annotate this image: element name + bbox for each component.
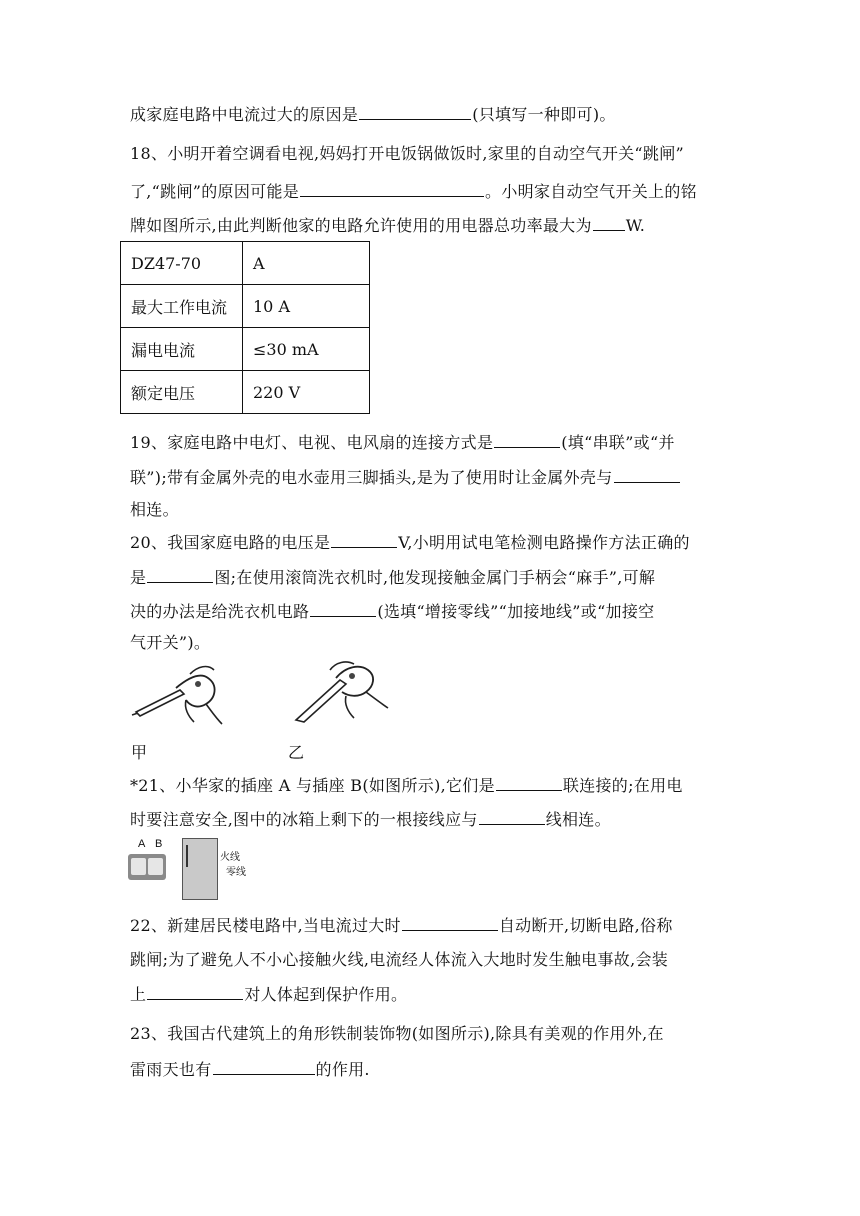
answer-blank: [614, 466, 680, 483]
table-cell: 10 A: [243, 285, 370, 328]
answer-blank: [331, 531, 397, 548]
question-19-line-1: 19、家庭电路中电灯、电视、电风扇的连接方式是 (填“串联”或“并: [130, 433, 675, 452]
figure-caption-jia: 甲: [131, 743, 148, 762]
question-19-line-3: 相连。: [130, 500, 179, 519]
question-20-line-1: 20、我国家庭电路的电压是 V,小明用试电笔检测电路操作方法正确的: [130, 533, 690, 552]
test-pen-left-figure: [128, 660, 228, 726]
live-wire-label: 火线: [220, 852, 240, 863]
table-cell: A: [243, 242, 370, 285]
answer-blank: [479, 808, 545, 825]
question-text: 成家庭电路中电流过大的原因是: [130, 105, 359, 124]
table-row: [121, 371, 370, 414]
socket-panel: [128, 854, 166, 880]
socket-b-label: B: [155, 838, 163, 850]
question-23-line-2: 雷雨天也有 的作用.: [130, 1060, 370, 1079]
answer-blank: [300, 180, 484, 197]
breaker-nameplate-table: [120, 241, 370, 414]
question-20-line-2: 是 图;在使用滚筒洗衣机时,他发现接触金属门手柄会“麻手”,可解: [130, 568, 656, 587]
question-20-line-4: 气开关”)。: [130, 633, 211, 652]
question-23-line-1: 23、我国古代建筑上的角形铁制装饰物(如图所示),除具有美观的作用外,在: [130, 1024, 664, 1043]
text-line: [130, 103, 616, 126]
table-cell: ≤30 mA: [243, 328, 370, 371]
answer-blank: [496, 774, 562, 791]
table-row: [121, 285, 370, 328]
fridge-handle: [186, 845, 188, 867]
neutral-wire-label: 零线: [226, 867, 246, 878]
table-cell: 最大工作电流: [121, 285, 243, 328]
answer-blank: [593, 214, 625, 231]
question-18-line-3: 牌如图所示,由此判断他家的电路允许使用的用电器总功率最大为 W.: [130, 216, 646, 235]
question-21-line-2: 时要注意安全,图中的冰箱上剩下的一根接线应与 线相连。: [130, 810, 611, 829]
answer-blank: [359, 103, 471, 120]
socket-fridge-figure: [128, 838, 252, 902]
socket-b: [148, 858, 163, 875]
answer-blank: [147, 983, 243, 1000]
answer-blank: [402, 914, 498, 931]
table-cell: 漏电电流: [121, 328, 243, 371]
question-20-line-3: 决的办法是给洗衣机电路 (选填“增接零线”“加接地线”或“加接空: [130, 602, 655, 621]
table-cell: 额定电压: [121, 371, 243, 414]
table-row: [121, 242, 370, 285]
question-21-line-1: *21、小华家的插座 A 与插座 B(如图所示),它们是 联连接的;在用电: [130, 776, 683, 795]
question-22-line-2: 跳闸;为了避免人不小心接触火线,电流经人体流入大地时发生触电事故,会装: [130, 950, 669, 969]
test-pen-right-figure: [290, 658, 390, 724]
table-cell: DZ47-70: [121, 242, 243, 285]
figure-caption-yi: 乙: [288, 743, 305, 762]
socket-a-label: A: [138, 838, 146, 850]
answer-blank: [213, 1058, 315, 1075]
question-22-line-1: 22、新建居民楼电路中,当电流过大时 自动断开,切断电路,俗称: [130, 916, 673, 935]
answer-blank: [147, 566, 213, 583]
socket-a: [131, 858, 146, 875]
fridge: [182, 838, 218, 900]
question-18-line-2: 了,“跳闸”的原因可能是 。小明家自动空气开关上的铭: [130, 182, 697, 201]
question-text: (只填写一种即可)。: [472, 105, 616, 124]
answer-blank: [310, 600, 376, 617]
question-22-line-3: 上 对人体起到保护作用。: [130, 985, 408, 1004]
question-18-line-1: 18、小明开着空调看电视,妈妈打开电饭锅做饭时,家里的自动空气开关“跳闸”: [130, 144, 684, 163]
table-row: [121, 328, 370, 371]
table-cell: 220 V: [243, 371, 370, 414]
question-19-line-2: 联”);带有金属外壳的电水壶用三脚插头,是为了使用时让金属外壳与: [130, 466, 681, 489]
answer-blank: [494, 431, 560, 448]
